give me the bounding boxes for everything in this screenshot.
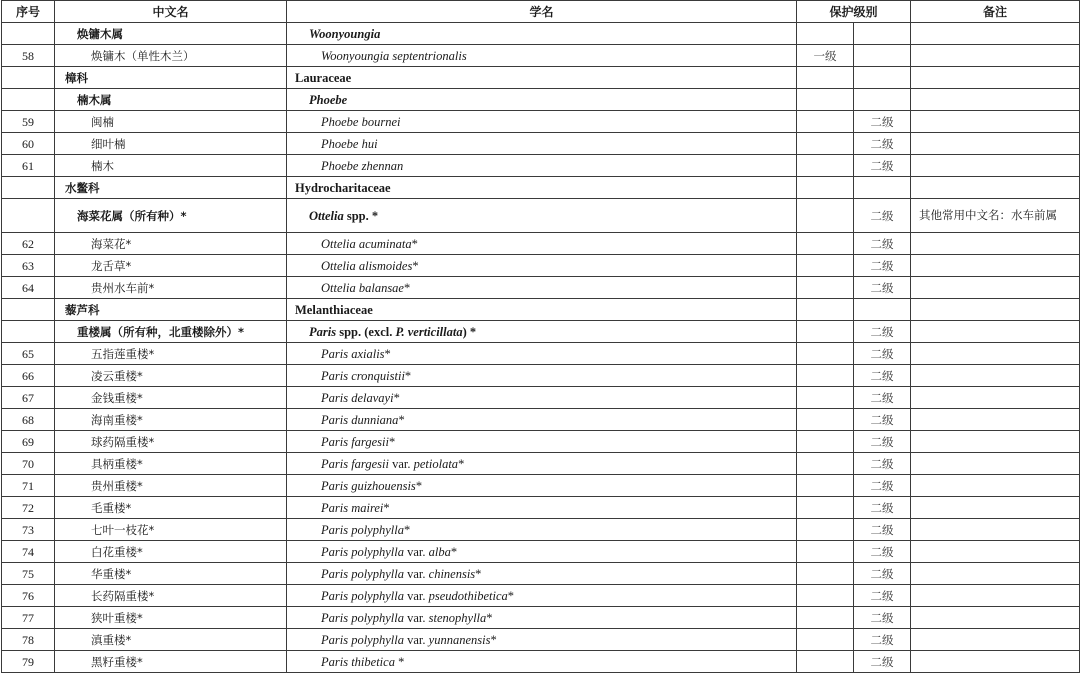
cell-no: 66 (2, 365, 55, 387)
scientific-name-part: var. (403, 544, 429, 559)
cell-no: 62 (2, 233, 55, 255)
cell-note (911, 255, 1080, 277)
cell-protection-level-1 (797, 233, 854, 255)
cell-protection-level-1 (797, 343, 854, 365)
cell-protection-level-2 (854, 67, 911, 89)
cell-protection-level-1 (797, 89, 854, 111)
scientific-name-part: * (412, 258, 419, 273)
table-row-family (2, 67, 1080, 89)
cell-chinese-name: 华重楼* (55, 563, 287, 585)
scientific-name-part: Paris polyphylla (321, 610, 404, 625)
cell-note (911, 409, 1080, 431)
cell-scientific-name (287, 177, 797, 199)
cell-protection-level-1 (797, 497, 854, 519)
cell-no: 78 (2, 629, 55, 651)
cell-protection-level-2 (854, 89, 911, 111)
table-row-genus (2, 199, 1080, 233)
cell-no: 58 (2, 45, 55, 67)
scientific-name-part: Paris delavayi (321, 390, 394, 405)
table-row-genus (2, 89, 1080, 111)
table-row-family (2, 299, 1080, 321)
scientific-name-part: Woonyoungia septentrionalis (321, 48, 467, 63)
scientific-name-part: * (383, 500, 390, 515)
scientific-name-part: * (404, 368, 412, 383)
cell-protection-level-2 (854, 45, 911, 67)
table-row-species (2, 497, 1080, 519)
cell-protection-level-1: 一级 (797, 45, 854, 67)
table-row-species (2, 431, 1080, 453)
cell-note (911, 431, 1080, 453)
table-row-species (2, 475, 1080, 497)
cell-chinese-name: 五指莲重楼* (55, 343, 287, 365)
scientific-name-part: yunnanensis (428, 632, 491, 647)
cell-protection-level-2: 二级 (854, 343, 911, 365)
scientific-name-part: * (403, 522, 411, 537)
scientific-name-part: * (403, 280, 411, 295)
table-row-species (2, 409, 1080, 431)
cell-note (911, 233, 1080, 255)
cell-protection-level-1 (797, 365, 854, 387)
scientific-name-part: Woonyoungia (309, 26, 381, 41)
cell-no (2, 67, 55, 89)
scientific-name-part: Paris fargesii (321, 456, 389, 471)
cell-protection-level-2: 二级 (854, 651, 911, 673)
cell-chinese-name: 重楼属（所有种，北重楼除外）* (55, 321, 287, 343)
cell-protection-level-1 (797, 23, 854, 45)
cell-no: 73 (2, 519, 55, 541)
cell-chinese-name: 细叶楠 (55, 133, 287, 155)
header-scientific-name: 学名 (287, 1, 797, 23)
cell-protection-level-2: 二级 (854, 255, 911, 277)
cell-note (911, 651, 1080, 673)
cell-no: 65 (2, 343, 55, 365)
scientific-name-part: chinensis (428, 566, 476, 581)
table-row-species (2, 255, 1080, 277)
table-row-species (2, 111, 1080, 133)
scientific-name-part: Paris guizhouensis (321, 478, 416, 493)
cell-chinese-name: 长药隔重楼* (55, 585, 287, 607)
cell-no: 72 (2, 497, 55, 519)
cell-note: 其他常用中文名：水车前属 (911, 199, 1080, 233)
cell-chinese-name: 龙舌草* (55, 255, 287, 277)
cell-note (911, 45, 1080, 67)
cell-no: 67 (2, 387, 55, 409)
cell-protection-level-2: 二级 (854, 111, 911, 133)
cell-no: 76 (2, 585, 55, 607)
scientific-name-part: * (458, 456, 465, 471)
cell-no (2, 89, 55, 111)
table-row-species (2, 277, 1080, 299)
cell-scientific-name (287, 541, 797, 563)
cell-note (911, 519, 1080, 541)
scientific-name-part: Paris polyphylla (321, 588, 404, 603)
cell-protection-level-2 (854, 299, 911, 321)
scientific-name-part: Paris dunniana (321, 412, 399, 427)
cell-no: 59 (2, 111, 55, 133)
cell-protection-level-1 (797, 409, 854, 431)
cell-no: 64 (2, 277, 55, 299)
header-chinese-name: 中文名 (55, 1, 287, 23)
cell-chinese-name: 海南重楼* (55, 409, 287, 431)
cell-scientific-name (287, 365, 797, 387)
scientific-name-part: * (394, 654, 405, 669)
cell-scientific-name (287, 23, 797, 45)
cell-protection-level-2: 二级 (854, 199, 911, 233)
scientific-name-part: Paris cronquistii (321, 368, 405, 383)
scientific-name-part: * (393, 390, 400, 405)
cell-scientific-name (287, 453, 797, 475)
cell-protection-level-1 (797, 563, 854, 585)
scientific-name-part: Ottelia (309, 208, 344, 223)
cell-chinese-name: 狭叶重楼* (55, 607, 287, 629)
cell-chinese-name: 焕镛木（单性木兰） (55, 45, 287, 67)
cell-scientific-name (287, 67, 797, 89)
cell-protection-level-2: 二级 (854, 431, 911, 453)
cell-protection-level-1 (797, 255, 854, 277)
scientific-name-part: ) * (462, 324, 477, 339)
cell-note (911, 563, 1080, 585)
cell-note (911, 475, 1080, 497)
table-row-genus (2, 321, 1080, 343)
protected-plants-table (1, 0, 1080, 673)
cell-scientific-name (287, 431, 797, 453)
cell-protection-level-2: 二级 (854, 453, 911, 475)
cell-note (911, 453, 1080, 475)
cell-scientific-name (287, 563, 797, 585)
cell-protection-level-2: 二级 (854, 321, 911, 343)
cell-scientific-name (287, 45, 797, 67)
scientific-name-part: alba (428, 544, 451, 559)
cell-note (911, 23, 1080, 45)
scientific-name-part: * (384, 346, 391, 361)
scientific-name-part: Hydrocharitaceae (295, 180, 391, 195)
cell-protection-level-1 (797, 133, 854, 155)
cell-protection-level-2: 二级 (854, 387, 911, 409)
scientific-name-part: Paris polyphylla (321, 632, 404, 647)
cell-chinese-name: 樟科 (55, 67, 287, 89)
scientific-name-part: petiolata (413, 456, 459, 471)
cell-protection-level-1 (797, 321, 854, 343)
cell-chinese-name: 藜芦科 (55, 299, 287, 321)
table-row-species (2, 519, 1080, 541)
table-row-genus (2, 23, 1080, 45)
cell-scientific-name (287, 233, 797, 255)
cell-protection-level-1 (797, 475, 854, 497)
cell-no: 75 (2, 563, 55, 585)
cell-scientific-name (287, 199, 797, 233)
scientific-name-part: var. (403, 566, 429, 581)
cell-no: 79 (2, 651, 55, 673)
scientific-name-part: * (411, 236, 418, 251)
cell-scientific-name (287, 387, 797, 409)
table-row-species (2, 651, 1080, 673)
cell-scientific-name (287, 607, 797, 629)
cell-no: 60 (2, 133, 55, 155)
table-row-species (2, 343, 1080, 365)
cell-protection-level-2: 二级 (854, 541, 911, 563)
scientific-name-part: Lauraceae (295, 70, 352, 85)
cell-protection-level-1 (797, 199, 854, 233)
table-row-species (2, 155, 1080, 177)
cell-protection-level-2: 二级 (854, 629, 911, 651)
cell-protection-level-2: 二级 (854, 365, 911, 387)
cell-chinese-name: 具柄重楼* (55, 453, 287, 475)
scientific-name-part: Phoebe (309, 92, 348, 107)
cell-note (911, 155, 1080, 177)
cell-chinese-name: 闽楠 (55, 111, 287, 133)
cell-scientific-name (287, 299, 797, 321)
cell-scientific-name (287, 321, 797, 343)
cell-protection-level-1 (797, 541, 854, 563)
header-protection-level: 保护级别 (797, 1, 911, 23)
cell-chinese-name: 楠木属 (55, 89, 287, 111)
cell-protection-level-1 (797, 299, 854, 321)
cell-protection-level-2: 二级 (854, 155, 911, 177)
table-row-species (2, 365, 1080, 387)
cell-no: 70 (2, 453, 55, 475)
cell-note (911, 585, 1080, 607)
scientific-name-part: * (490, 632, 497, 647)
table-body (2, 23, 1080, 673)
scientific-name-part: spp. * (343, 208, 379, 223)
cell-note (911, 299, 1080, 321)
cell-scientific-name (287, 409, 797, 431)
scientific-name-part: Paris polyphylla (321, 544, 404, 559)
scientific-name-part: Paris mairei (321, 500, 384, 515)
cell-no (2, 199, 55, 233)
cell-scientific-name (287, 475, 797, 497)
scientific-name-part: var. (403, 588, 429, 603)
scientific-name-part: stenophylla (428, 610, 487, 625)
cell-no (2, 299, 55, 321)
scientific-name-part: * (415, 478, 423, 493)
cell-scientific-name (287, 585, 797, 607)
cell-protection-level-2: 二级 (854, 475, 911, 497)
cell-chinese-name: 白花重楼* (55, 541, 287, 563)
scientific-name-part: Ottelia acuminata (321, 236, 412, 251)
cell-chinese-name: 水鳖科 (55, 177, 287, 199)
cell-no: 63 (2, 255, 55, 277)
table-row-species (2, 563, 1080, 585)
cell-scientific-name (287, 629, 797, 651)
cell-protection-level-1 (797, 155, 854, 177)
cell-note (911, 343, 1080, 365)
cell-protection-level-1 (797, 431, 854, 453)
cell-scientific-name (287, 343, 797, 365)
cell-no (2, 23, 55, 45)
cell-protection-level-1 (797, 453, 854, 475)
scientific-name-part: Paris polyphylla (321, 566, 404, 581)
cell-protection-level-1 (797, 387, 854, 409)
scientific-name-part: var. (403, 610, 429, 625)
cell-chinese-name: 贵州重楼* (55, 475, 287, 497)
scientific-name-part: P. verticillata (395, 324, 463, 339)
cell-protection-level-2: 二级 (854, 233, 911, 255)
cell-protection-level-1 (797, 585, 854, 607)
cell-scientific-name (287, 519, 797, 541)
cell-note (911, 67, 1080, 89)
cell-note (911, 277, 1080, 299)
cell-note (911, 133, 1080, 155)
cell-note (911, 89, 1080, 111)
table-row-species (2, 233, 1080, 255)
cell-protection-level-1 (797, 177, 854, 199)
cell-protection-level-1 (797, 651, 854, 673)
scientific-name-part: * (507, 588, 515, 603)
cell-chinese-name: 滇重楼* (55, 629, 287, 651)
cell-note (911, 387, 1080, 409)
cell-scientific-name (287, 651, 797, 673)
cell-protection-level-1 (797, 519, 854, 541)
cell-note (911, 629, 1080, 651)
cell-protection-level-2: 二级 (854, 133, 911, 155)
scientific-name-part: Paris fargesii (321, 434, 389, 449)
cell-protection-level-1 (797, 277, 854, 299)
cell-no: 69 (2, 431, 55, 453)
cell-no: 74 (2, 541, 55, 563)
cell-note (911, 607, 1080, 629)
scientific-name-part: Paris thibetica (321, 654, 395, 669)
cell-note (911, 111, 1080, 133)
cell-protection-level-1 (797, 629, 854, 651)
cell-no (2, 321, 55, 343)
cell-chinese-name: 海菜花* (55, 233, 287, 255)
cell-chinese-name: 七叶一枝花* (55, 519, 287, 541)
table-row-species (2, 453, 1080, 475)
cell-no: 77 (2, 607, 55, 629)
cell-protection-level-2: 二级 (854, 497, 911, 519)
cell-note (911, 541, 1080, 563)
scientific-name-part: Phoebe zhennan (321, 158, 404, 173)
cell-scientific-name (287, 255, 797, 277)
header-no: 序号 (2, 1, 55, 23)
cell-chinese-name: 凌云重楼* (55, 365, 287, 387)
scientific-name-part: var. (388, 456, 414, 471)
cell-protection-level-2: 二级 (854, 409, 911, 431)
cell-note (911, 321, 1080, 343)
cell-chinese-name: 楠木 (55, 155, 287, 177)
cell-protection-level-2 (854, 23, 911, 45)
cell-scientific-name (287, 89, 797, 111)
table-row-species (2, 133, 1080, 155)
scientific-name-part: Phoebe bournei (321, 114, 401, 129)
table-row-species (2, 607, 1080, 629)
scientific-name-part: spp. (excl. (336, 324, 396, 339)
cell-chinese-name: 焕镛木属 (55, 23, 287, 45)
header-note: 备注 (911, 1, 1080, 23)
scientific-name-part: var. (403, 632, 429, 647)
cell-no (2, 177, 55, 199)
cell-note (911, 365, 1080, 387)
table-header-row (2, 1, 1080, 23)
cell-protection-level-1 (797, 111, 854, 133)
scientific-name-part: Phoebe hui (321, 136, 378, 151)
scientific-name-part: Paris (309, 324, 337, 339)
cell-protection-level-2: 二级 (854, 585, 911, 607)
scientific-name-part: * (398, 412, 405, 427)
scientific-name-part: * (388, 434, 396, 449)
scientific-name-part: pseudothibetica (428, 588, 508, 603)
cell-scientific-name (287, 497, 797, 519)
table-row-species (2, 387, 1080, 409)
scientific-name-part: * (475, 566, 482, 581)
cell-protection-level-2: 二级 (854, 563, 911, 585)
table-row-species (2, 629, 1080, 651)
cell-chinese-name: 金钱重楼* (55, 387, 287, 409)
cell-chinese-name: 黑籽重楼* (55, 651, 287, 673)
cell-protection-level-2: 二级 (854, 519, 911, 541)
scientific-name-part: Ottelia balansae (321, 280, 404, 295)
table-row-species (2, 585, 1080, 607)
cell-chinese-name: 贵州水车前* (55, 277, 287, 299)
scientific-name-part: Melanthiaceae (295, 302, 373, 317)
cell-scientific-name (287, 155, 797, 177)
cell-chinese-name: 毛重楼* (55, 497, 287, 519)
table-row-family (2, 177, 1080, 199)
cell-note (911, 497, 1080, 519)
scientific-name-part: Paris polyphylla (321, 522, 404, 537)
cell-scientific-name (287, 111, 797, 133)
cell-protection-level-2: 二级 (854, 607, 911, 629)
cell-chinese-name: 球药隔重楼* (55, 431, 287, 453)
cell-no: 68 (2, 409, 55, 431)
scientific-name-part: * (486, 610, 493, 625)
table-row-species (2, 541, 1080, 563)
cell-scientific-name (287, 133, 797, 155)
cell-protection-level-1 (797, 607, 854, 629)
cell-scientific-name (287, 277, 797, 299)
cell-chinese-name: 海菜花属（所有种）* (55, 199, 287, 233)
cell-protection-level-1 (797, 67, 854, 89)
scientific-name-part: Paris axialis (321, 346, 385, 361)
cell-protection-level-2: 二级 (854, 277, 911, 299)
cell-protection-level-2 (854, 177, 911, 199)
cell-no: 71 (2, 475, 55, 497)
scientific-name-part: Ottelia alismoides (321, 258, 413, 273)
table-row-species (2, 45, 1080, 67)
cell-note (911, 177, 1080, 199)
scientific-name-part: * (450, 544, 458, 559)
cell-no: 61 (2, 155, 55, 177)
